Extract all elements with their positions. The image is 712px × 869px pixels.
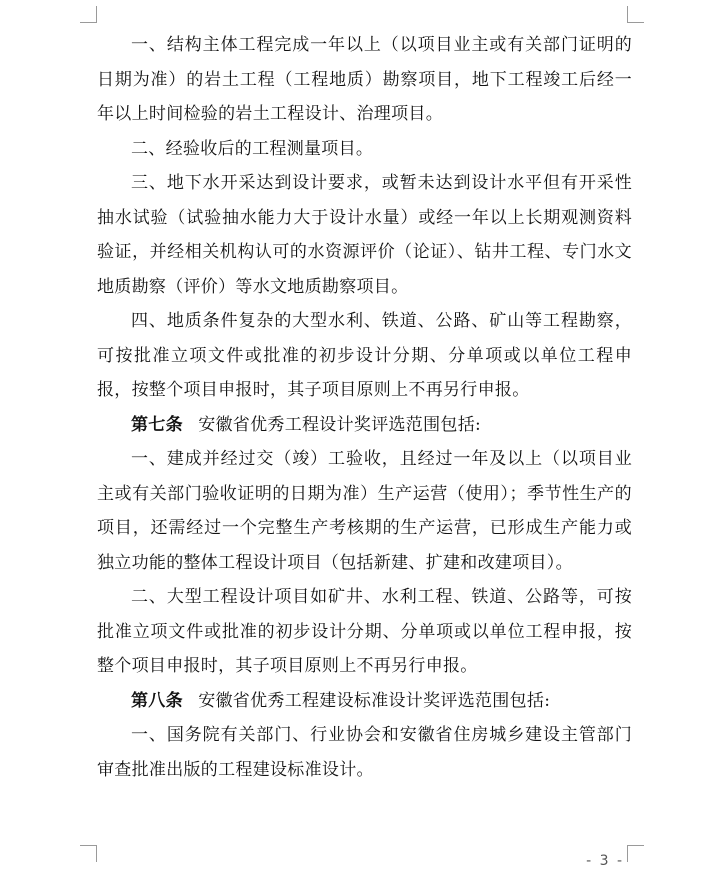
article-7-text: 安徽省优秀工程设计奖评选范围包括:	[198, 414, 482, 435]
article-8-text: 安徽省优秀工程建设标准设计奖评选范围包括:	[198, 690, 551, 711]
article-7	[97, 408, 632, 443]
article-7-item-2: 二、大型工程设计项目如矿井、水利工程、铁道、公路等，可按批准立项文件或批准的初步设计分期、分单项或以单位工程申报，按整个项目申报时，其子项目原则上不再另行申报。	[97, 587, 632, 676]
article-8	[97, 684, 632, 719]
crop-mark-top-left	[80, 6, 97, 23]
paragraph-hydrogeology: 三、地下水开采达到设计要求，或暂未达到设计水平但有开采性抽水试验（试验抽水能力大于设计水量）或经一年以上长期观测资料验证，并经相关机构认可的水资源评价（论证）、钻井工程、专门水文地质勘察（评价）等水文地质勘察项目。	[97, 173, 632, 297]
crop-mark-bottom-left	[80, 845, 97, 862]
article-7-heading: 第七条	[131, 414, 183, 435]
crop-mark-bottom-right	[627, 845, 644, 862]
article-7-item-1: 一、建成并经过交（竣）工验收，且经过一年及以上（以项目业主或有关部门验收证明的日期为准）生产运营（使用）；季节性生产的项目，还需经过一个完整生产考核期的生产运营，已形成生产能力或独立功能的整体工程设计项目（包括新建、扩建和改建项目）。	[97, 449, 632, 573]
document-body	[97, 28, 632, 787]
article-8-heading: 第八条	[131, 690, 183, 711]
page-number: - 3 -	[586, 853, 624, 869]
paragraph-complex-geology: 四、地质条件复杂的大型水利、铁道、公路、矿山等工程勘察，可按批准立项文件或批准的初步设计分期、分单项或以单位工程申报，按整个项目申报时，其子项目原则上不再另行申报。	[97, 311, 632, 400]
article-8-item-1: 一、国务院有关部门、行业协会和安徽省住房城乡建设主管部门审查批准出版的工程建设标准设计。	[97, 725, 632, 780]
crop-mark-top-right	[627, 6, 644, 23]
paragraph-geotechnical: 一、结构主体工程完成一年以上（以项目业主或有关部门证明的日期为准）的岩土工程（工程地质）勘察项目，地下工程竣工后经一年以上时间检验的岩土工程设计、治理项目。	[97, 35, 632, 124]
paragraph-surveying: 二、经验收后的工程测量项目。	[131, 138, 374, 159]
